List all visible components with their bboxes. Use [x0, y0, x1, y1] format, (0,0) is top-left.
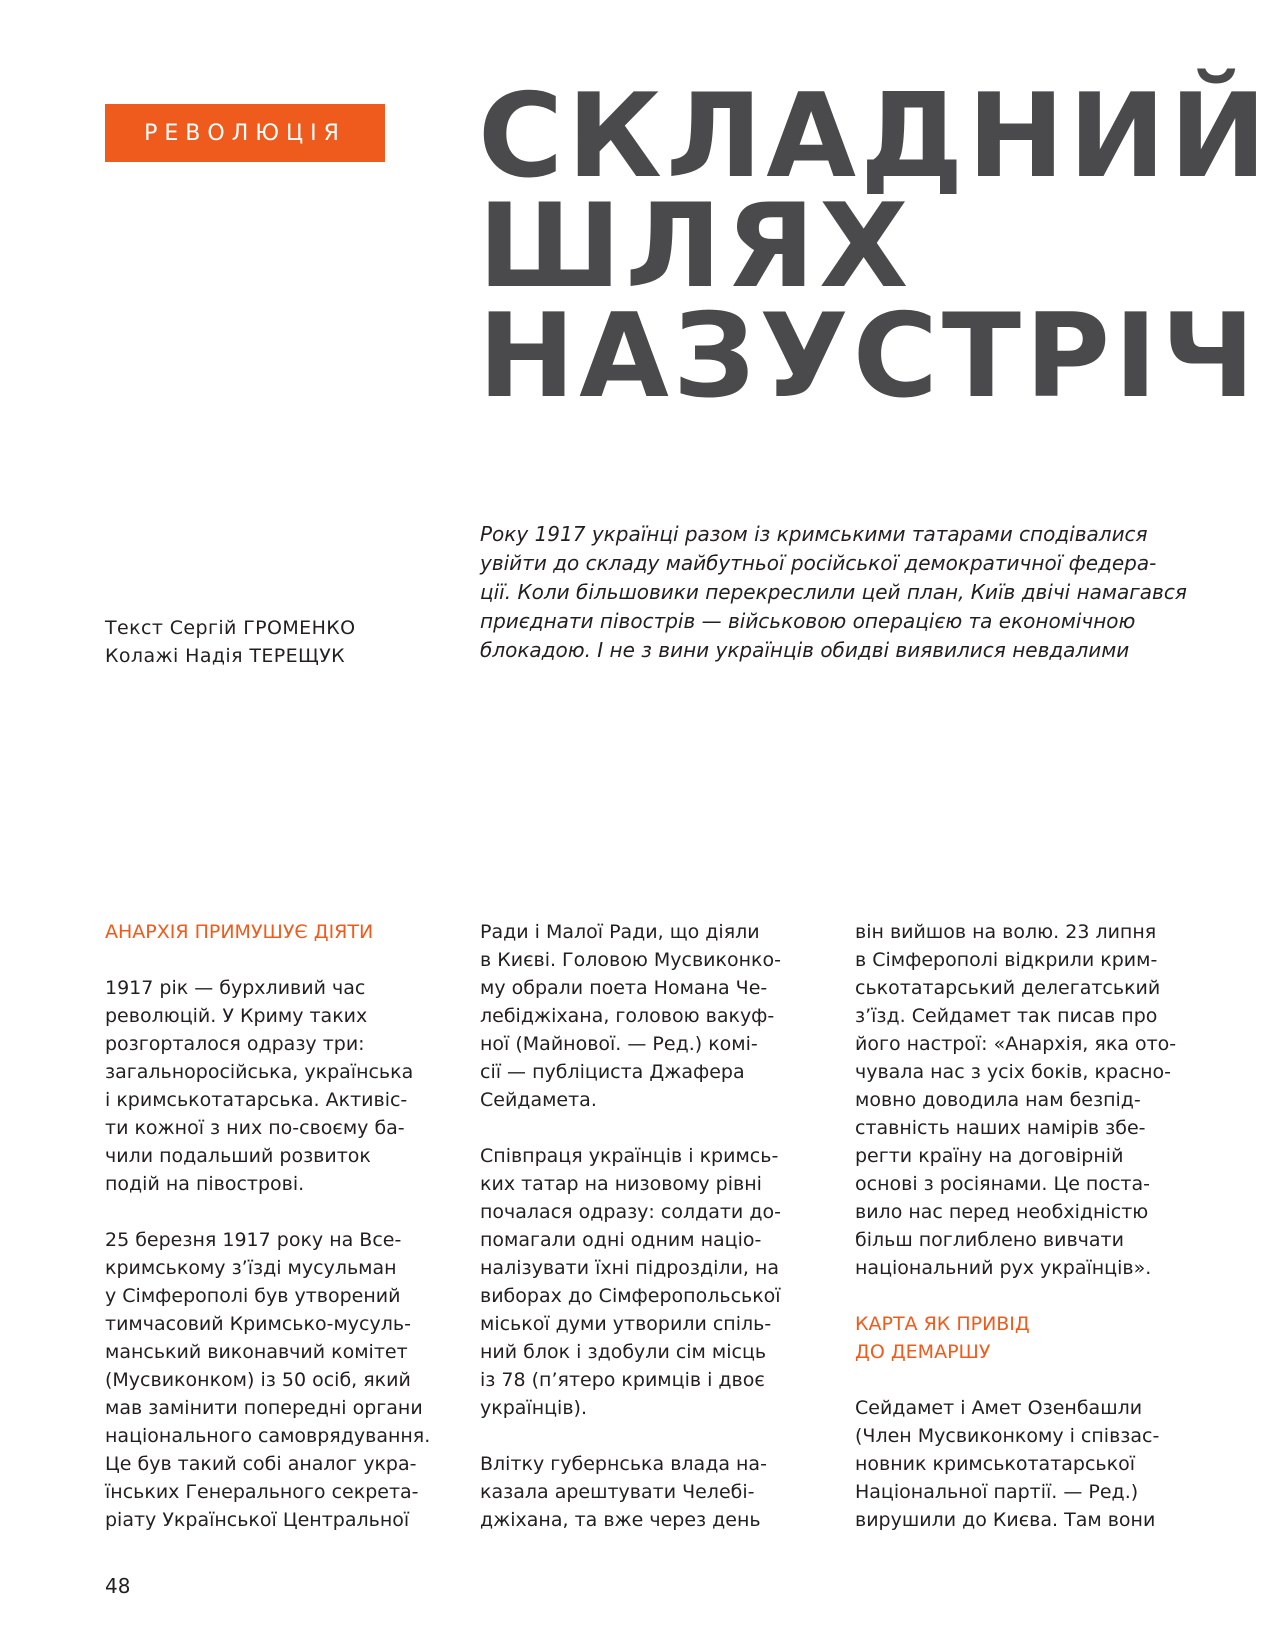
body-line: вирушили до Києва. Там вони	[855, 1509, 1156, 1531]
body-line: виборах до Сімферопольської	[480, 1285, 781, 1307]
author-credits	[105, 614, 425, 670]
body-line: революцій. У Криму таких	[105, 1005, 368, 1027]
title-line: СКЛАДНИЙ	[478, 69, 1271, 204]
body-column-2	[480, 918, 810, 1534]
body-line: регти країну на договірній	[855, 1145, 1124, 1167]
body-line: у Сімферополі був утворений	[105, 1285, 401, 1307]
body-line: ких татар на низовому рівні	[480, 1173, 762, 1195]
body-line: подій на півострові.	[105, 1173, 305, 1195]
body-line: його настрої: «Анархія, яка ото-	[855, 1033, 1177, 1055]
lead-line: приєднати півострів — військовою операцією та економічною	[480, 609, 1136, 633]
lead-line: блокадою. І не з вини українців обидві виявилися невдалими	[480, 638, 1130, 662]
body-line: мовно доводила нам безпід-	[855, 1089, 1141, 1111]
lead-line: ції. Коли більшовики перекреслили цей план, Київ двічі намагався	[480, 580, 1187, 604]
body-line: 1917 рік — бурхливий час	[105, 977, 366, 999]
credit-text: Текст Сергій ГРОМЕНКО	[105, 617, 356, 639]
body-line: Сейдамета.	[480, 1089, 597, 1111]
body-line: в Києві. Головою Мусвиконко-	[480, 949, 782, 971]
subheading: КАРТА ЯК ПРИВІД	[855, 1313, 1030, 1335]
body-line: їнських Генерального секрета-	[105, 1481, 419, 1503]
body-line: новник кримськотатарської	[855, 1453, 1135, 1475]
body-line: основі з росіянами. Це поста-	[855, 1173, 1150, 1195]
body-line: міської думи утворили спіль-	[480, 1313, 772, 1335]
body-line: національного самоврядування.	[105, 1425, 431, 1447]
body-line: Співпраця українців і кримсь-	[480, 1145, 779, 1167]
body-line: Сейдамет і Амет Озенбашли	[855, 1397, 1143, 1419]
credit-collage: Колажі Надія ТЕРЕЩУК	[105, 645, 346, 667]
body-line: Це був такий собі аналог укра-	[105, 1453, 417, 1475]
subheading: ДО ДЕМАРШУ	[855, 1341, 991, 1363]
body-line: ставність наших намірів збе-	[855, 1117, 1146, 1139]
body-line: Влітку губернська влада на-	[480, 1453, 767, 1475]
body-line: ної (Майнової. — Ред.) комі-	[480, 1033, 758, 1055]
body-line: тимчасовий Кримсько-мусуль-	[105, 1313, 411, 1335]
body-line: (Член Мусвиконкому і співзас-	[855, 1425, 1160, 1447]
body-line: Ради і Малої Ради, що діяли	[480, 921, 760, 943]
body-line: 25 березня 1917 року на Все-	[105, 1229, 402, 1251]
lead-line: увійти до складу майбутньої російської демократичної федера-	[480, 551, 1157, 575]
lead-line: Року 1917 українці разом із кримськими татарами сподівалися	[480, 522, 1148, 546]
body-line: ріату Української Центральної	[105, 1509, 410, 1531]
body-line: він вийшов на волю. 23 липня	[855, 921, 1157, 943]
article-title	[478, 69, 1271, 424]
body-line: вило нас перед необхідністю	[855, 1201, 1149, 1223]
title-line: ШЛЯХ	[478, 179, 913, 314]
body-line: українців).	[480, 1397, 587, 1419]
body-line: налізувати їхні підрозділи, на	[480, 1257, 780, 1279]
body-line: в Сімферополі відкрили крим-	[855, 949, 1158, 971]
body-line: помагали одні одним націо-	[480, 1229, 762, 1251]
body-line: манський виконавчий комітет	[105, 1341, 408, 1363]
subheading: АНАРХІЯ ПРИМУШУЄ ДІЯТИ	[105, 921, 374, 943]
body-line: джіхана, та вже через день	[480, 1509, 761, 1531]
body-line: ний блок і здобули сім місць	[480, 1341, 767, 1363]
body-line: більш поглиблено вивчати	[855, 1229, 1124, 1251]
body-line: кримському з’їзді мусульман	[105, 1257, 397, 1279]
body-line: чили подальший розвиток	[105, 1145, 371, 1167]
body-line: мав замінити попередні органи	[105, 1397, 423, 1419]
body-line: Національної партії. — Ред.)	[855, 1481, 1139, 1503]
body-line: з’їзд. Сейдамет так писав про	[855, 1005, 1158, 1027]
body-line: чувала нас з усіх боків, красно-	[855, 1061, 1171, 1083]
body-line: розгорталося одразу три:	[105, 1033, 365, 1055]
body-line: казала арештувати Челебі-	[480, 1481, 755, 1503]
page-number: 48	[105, 1574, 131, 1598]
body-line: лебіджіхана, головою вакуф-	[480, 1005, 775, 1027]
title-line: НАЗУСТРІЧ	[478, 289, 1259, 424]
body-column-1	[105, 918, 435, 1534]
body-line: із 78 (п’ятеро кримців і двоє	[480, 1369, 765, 1391]
section-tag: РЕВОЛЮЦІЯ	[105, 104, 385, 162]
body-line: сії — публіциста Джафера	[480, 1061, 745, 1083]
body-line: почалася одразу: солдати до-	[480, 1201, 781, 1223]
body-line: ськотатарський делегатський	[855, 977, 1161, 999]
body-line: (Мусвиконком) із 50 осіб, який	[105, 1369, 411, 1391]
body-line: національний рух українців».	[855, 1257, 1152, 1279]
lead-paragraph	[480, 520, 1187, 665]
body-line: і кримськотатарська. Активіс-	[105, 1089, 408, 1111]
body-line: ти кожної з них по-своєму ба-	[105, 1117, 405, 1139]
body-line: му обрали поета Номана Че-	[480, 977, 768, 999]
body-line: загальноросійська, українська	[105, 1061, 414, 1083]
body-column-3	[855, 918, 1185, 1534]
